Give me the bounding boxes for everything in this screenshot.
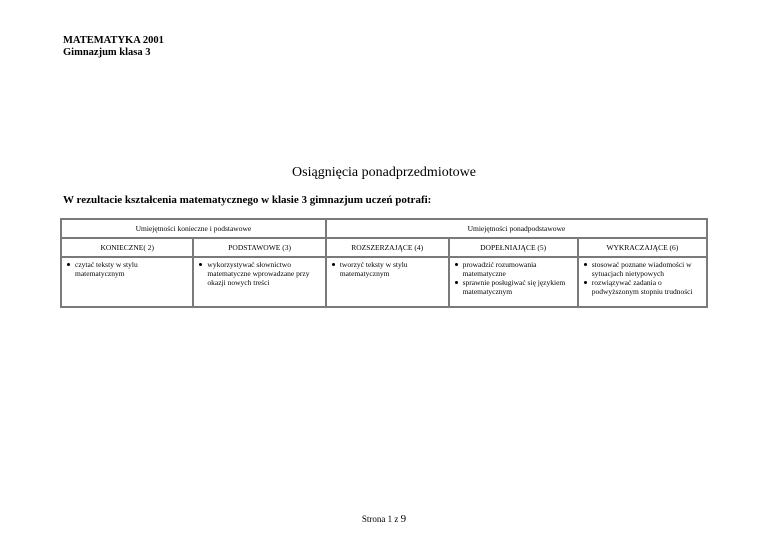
list-item: prowadzić rozumowania matematyczne bbox=[463, 260, 573, 278]
page-total: 9 bbox=[400, 513, 407, 525]
group-advanced: Umiejętności ponadpodstawowe bbox=[326, 219, 707, 238]
header-subject: MATEMATYKA 2001 bbox=[63, 35, 164, 46]
cell-podstawowe bbox=[193, 257, 325, 307]
page-subtitle: W rezultacie kształcenia matematycznego w klasie 3 gimnazjum uczeń potrafi: bbox=[63, 194, 432, 206]
level-konieczne: KONIECZNE( 2) bbox=[61, 238, 193, 257]
level-podstawowe: PODSTAWOWE (3) bbox=[193, 238, 325, 257]
header-class: Gimnazjum klasa 3 bbox=[63, 47, 151, 58]
page-title: Osiągnięcia ponadprzedmiotowe bbox=[292, 165, 476, 180]
document-header bbox=[63, 35, 164, 59]
list-item: sprawnie posługiwać się językiem matematycznym bbox=[463, 278, 573, 296]
cell-konieczne bbox=[61, 257, 193, 307]
level-header-row bbox=[61, 238, 707, 257]
cell-wykraczajace bbox=[578, 257, 707, 307]
group-header-row bbox=[61, 219, 707, 238]
list-item: tworzyć teksty w stylu matematycznym bbox=[340, 260, 444, 278]
list-item: wykorzystywać słownictwo matematyczne wprowadzane przy okazji nowych treści bbox=[207, 260, 320, 287]
level-wykraczajace: WYKRACZAJĄCE (6) bbox=[578, 238, 707, 257]
level-rozszerzajace: ROZSZERZAJĄCE (4) bbox=[326, 238, 449, 257]
page-label: Strona 1 z bbox=[361, 514, 399, 524]
level-dopelniajace: DOPEŁNIAJĄCE (5) bbox=[449, 238, 578, 257]
page-footer bbox=[0, 513, 768, 525]
achievements-table bbox=[60, 218, 708, 308]
cell-dopelniajace bbox=[449, 257, 578, 307]
cell-rozszerzajace bbox=[326, 257, 449, 307]
group-basic: Umiejętności konieczne i podstawowe bbox=[61, 219, 326, 238]
list-item: rozwiązywać zadania o podwyższonym stopniu trudności bbox=[592, 278, 702, 296]
list-item: czytać teksty w stylu matematycznym bbox=[75, 260, 188, 278]
list-item: stosować poznane wiadomości w sytuacjach nietypowych bbox=[592, 260, 702, 278]
table-row bbox=[61, 257, 707, 307]
